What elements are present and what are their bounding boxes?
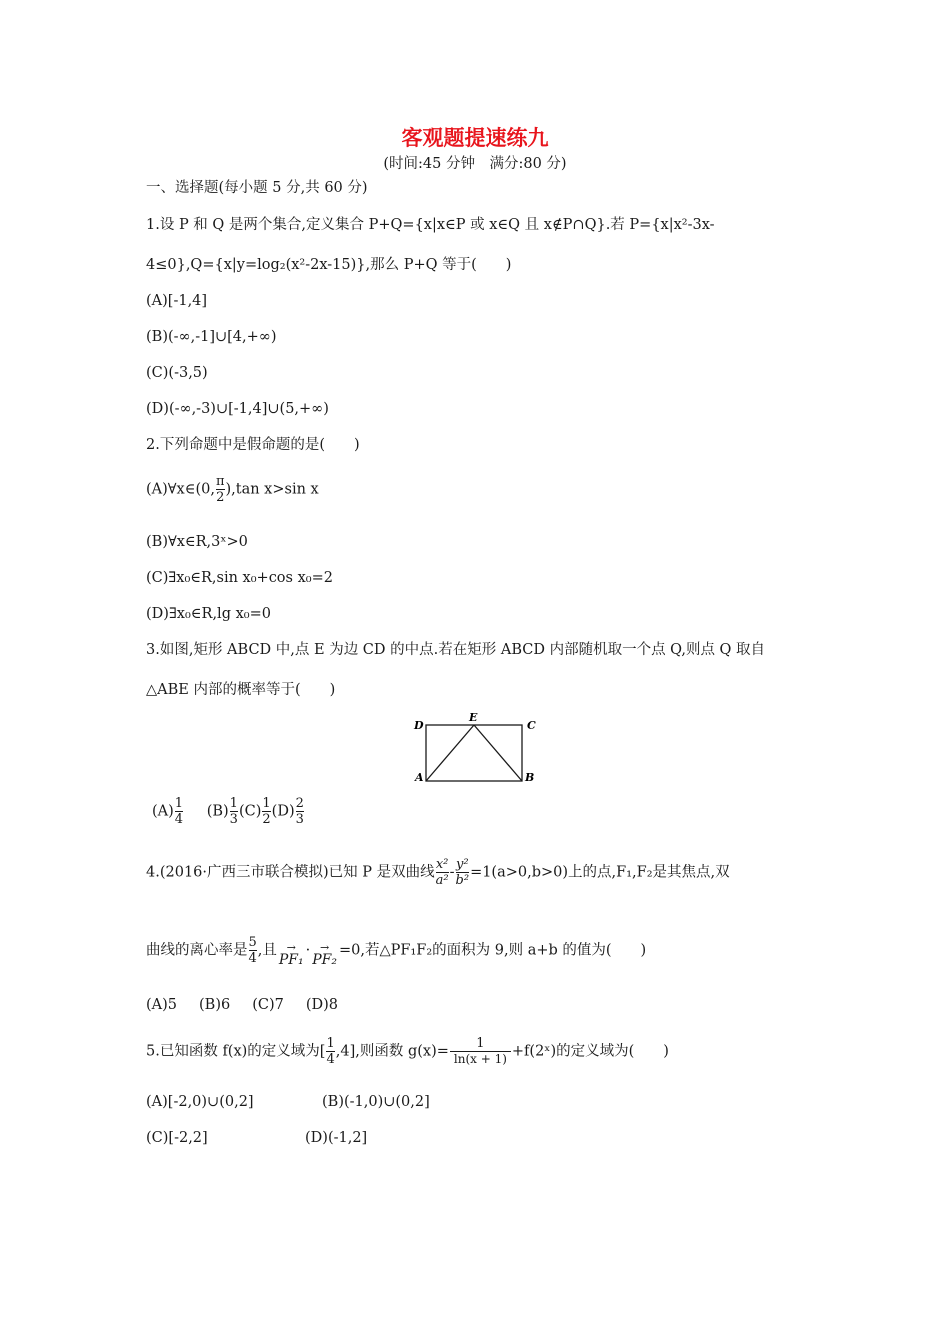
q5-option-a: (A)[-2,0)∪(0,2]	[146, 1094, 254, 1110]
q4-frac2-den: b²	[455, 873, 470, 888]
label-a: A	[415, 771, 424, 784]
q4-dot: ·	[305, 942, 311, 959]
q4-line2-post: =0,若△PF₁F₂的面积为 9,则 a+b 的值为( )	[339, 942, 647, 959]
label-c: C	[527, 719, 536, 732]
segment-ae	[426, 725, 474, 781]
q4-frac1-den: a²	[435, 873, 449, 888]
q4-e-den: 4	[248, 951, 257, 966]
q3-option-b-den: 3	[229, 812, 238, 827]
q3-option-c-label: (C)	[238, 803, 262, 820]
q5-stem	[146, 1036, 669, 1067]
q4-vector-pf1: → PF₁	[278, 941, 304, 968]
section-heading: 一、选择题(每小题 5 分,共 60 分)	[146, 180, 368, 196]
q3-option-d-den: 3	[295, 812, 304, 827]
rectangle-abcd	[426, 725, 522, 781]
q3-stem-line2: △ABE 内部的概率等于( )	[146, 682, 336, 698]
q5-g-num: 1	[476, 1036, 485, 1051]
page-title: 客观题提速练九	[401, 126, 549, 150]
q4-minus: -	[449, 864, 455, 881]
q2-option-a-fraction	[216, 474, 225, 505]
q2-option-a	[146, 474, 319, 505]
q3-option-a-num: 1	[174, 796, 184, 811]
q2-option-d: (D)∃x₀∈R,lg x₀=0	[146, 606, 271, 622]
q4-stem-line2	[146, 935, 646, 966]
q4-line2-mid: ,且	[257, 942, 277, 959]
q2-option-a-post: ),tan x>sin x	[225, 481, 319, 498]
q3-option-a-fraction	[175, 796, 183, 827]
q4-post: =1(a>0,b>0)上的点,F₁,F₂是其焦点,双	[470, 864, 730, 881]
q4-option-b: (B)6	[199, 997, 231, 1013]
q4-pre: 4.(2016·广西三市联合模拟)已知 P 是双曲线	[146, 864, 435, 881]
q5-option-c: (C)[-2,2]	[146, 1130, 208, 1146]
q5-option-b: (B)(-1,0)∪(0,2]	[322, 1094, 430, 1110]
q4-hyperbola-frac-y	[456, 857, 470, 888]
q5-g-den: ln(x + 1)	[450, 1051, 511, 1067]
q3-option-a-den: 4	[174, 812, 184, 827]
q4-option-a: (A)5	[146, 997, 178, 1013]
q5-pre: 5.已知函数 f(x)的定义域为[	[146, 1043, 326, 1060]
q1-option-d: (D)(-∞,-3)∪[-1,4]∪(5,+∞)	[146, 401, 329, 417]
q2-stem: 2.下列命题中是假命题的是( )	[146, 437, 360, 453]
q4-stem-line1	[146, 857, 730, 888]
q3-option-a-label: (A)	[152, 803, 174, 820]
rectangle-abcd-figure	[410, 710, 540, 788]
q4-frac2-num: y²	[456, 857, 469, 872]
q4-options	[146, 995, 338, 1015]
q4-frac1-num: x²	[435, 857, 449, 872]
q4-eccentricity-fraction	[249, 935, 257, 966]
q4-option-d: (D)8	[305, 997, 339, 1013]
label-b: B	[525, 771, 535, 784]
q5-g-fraction	[450, 1036, 511, 1067]
q5-post: +f(2ˣ)的定义域为( )	[511, 1043, 669, 1060]
q2-option-a-pre: (A)∀x∈(0,	[146, 481, 215, 498]
q1-option-b: (B)(-∞,-1]∪[4,+∞)	[146, 329, 277, 345]
q2-option-a-num: π	[215, 474, 225, 489]
q3-option-b-fraction	[230, 796, 238, 827]
q1-stem-line2: 4≤0},Q={x|y=log₂(x²-2x-15)},那么 P+Q 等于( )	[146, 257, 512, 273]
q1-stem-line1: 1.设 P 和 Q 是两个集合,定义集合 P+Q={x|x∈P 或 x∈Q 且 x∉P∩Q}.若 P={x|x²-3x-	[146, 217, 715, 233]
q1-option-c: (C)(-3,5)	[146, 365, 208, 381]
q4-vec1-text: PF₁	[278, 952, 304, 968]
label-e: E	[469, 711, 478, 724]
q2-option-a-den: 2	[216, 490, 225, 505]
q5-mid: ,4],则函数 g(x)=	[335, 1043, 449, 1060]
q4-vector-pf2: → PF₂	[312, 941, 337, 968]
q3-option-c-num: 1	[262, 796, 271, 811]
q4-vec2-text: PF₂	[312, 952, 337, 968]
q3-option-b-label: (B)	[206, 803, 229, 820]
q3-option-b-num: 1	[229, 796, 238, 811]
q5-domain-fraction	[326, 1036, 334, 1067]
q3-option-d-num: 2	[295, 796, 304, 811]
q4-e-num: 5	[248, 935, 257, 950]
page-subtitle: (时间:45 分钟 满分:80 分)	[383, 156, 567, 172]
q4-option-c: (C)7	[252, 997, 284, 1013]
label-d: D	[414, 719, 424, 732]
q2-option-b: (B)∀x∈R,3ˣ>0	[146, 534, 248, 550]
q5-option-d: (D)(-1,2]	[305, 1130, 368, 1146]
q2-option-c: (C)∃x₀∈R,sin x₀+cos x₀=2	[146, 570, 333, 586]
q3-option-d-label: (D)	[271, 803, 295, 820]
q1-option-a: (A)[-1,4]	[146, 293, 208, 309]
q4-line2-pre: 曲线的离心率是	[146, 942, 248, 959]
q3-option-c-fraction	[262, 796, 270, 827]
q3-stem-line1: 3.如图,矩形 ABCD 中,点 E 为边 CD 的中点.若在矩形 ABCD 内部随机取一个点 Q,则点 Q 取自	[146, 642, 766, 658]
segment-be	[474, 725, 522, 781]
q4-hyperbola-frac-x	[436, 857, 449, 888]
q3-option-c-den: 2	[262, 812, 271, 827]
q3-option-d-fraction	[296, 796, 304, 827]
q5-dom-den: 4	[326, 1052, 335, 1067]
q3-options	[152, 796, 305, 827]
q5-dom-num: 1	[326, 1036, 335, 1051]
